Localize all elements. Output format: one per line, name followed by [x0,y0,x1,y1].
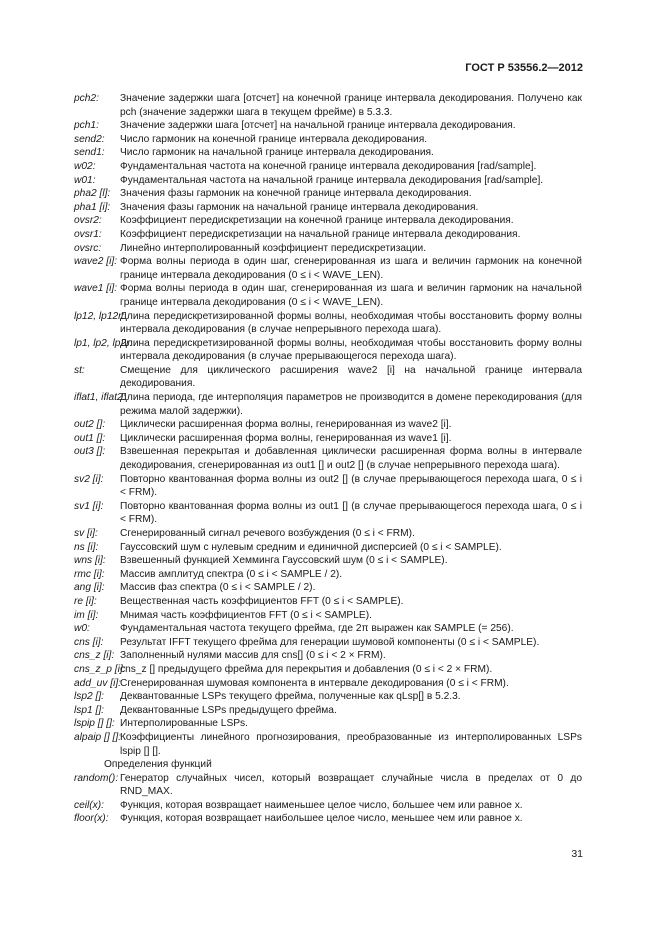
definition-term: pch2: [74,93,99,104]
function-term: random(): [74,772,119,784]
definition-text: Фундаментальная частота на конечной границе интервала декодирования [rad/sample]. [120,160,537,172]
definition-text: Фундаментальная частота на начальной границе интервала декодирования [rad/sample]. [120,174,544,186]
definition-text: Циклически расширенная форма волны, генерированная из wave2 [i]. [120,419,452,431]
definition-term: ovsrc: [74,242,102,254]
definition-row [74,717,582,731]
definition-row [74,541,582,555]
definition-row [74,595,582,609]
definition-row [74,690,582,704]
function-row [74,799,582,813]
definition-term: cns_z_p [i]: [74,663,126,675]
definition-text: Значение задержки шага [отсчет] на конечной границе интервала декодирования. Получено как pch (значение задержки шага в текущем фрейме) в 5.3.3. [120,93,582,118]
function-row [74,812,582,826]
definition-text: Фундаментальная частота текущего фрейма, где 2π выражен как SAMPLE (= 256). [120,623,514,635]
definition-text: Сгенерированная шумовая компонента в интервале декодирования (0 ≤ i < FRM). [120,677,509,689]
definition-text: Результат IFFT текущего фрейма для генерации шумовой компоненты (0 ≤ i < SAMPLE). [120,636,540,648]
page-number: 31 [571,848,583,860]
definition-row [74,337,582,364]
function-term: ceil(x): [74,799,104,811]
definition-term: wave2 [i]: [74,256,118,268]
definition-term: out3 []: [74,446,106,458]
definition-row [74,160,582,174]
definition-term: lp1, lp2, lp2r: [74,337,133,349]
definition-text: Деквантованные LSPs предыдущего фрейма. [120,704,337,716]
definition-text: Число гармоник на конечной границе интервала декодирования. [120,133,428,145]
definition-text: cns_z [] предыдущего фрейма для перекрытия и добавления (0 ≤ i < 2 × FRM). [120,663,493,675]
definition-row [74,500,582,527]
definition-term: add_uv [i]: [74,677,122,689]
definition-row [74,146,582,160]
definition-row [74,242,582,256]
definition-row [74,391,582,418]
definition-term: pch1: [74,120,99,132]
definition-term: ovsr1: [74,228,102,240]
definition-row [74,364,582,391]
definition-row [74,636,582,650]
definition-term: re [i]: [74,595,97,607]
functions-heading: Определения функций [104,759,212,771]
definition-text: Значение задержки шага [отсчет] на начальной границе интервала декодирования. [120,120,516,132]
definition-row [74,473,582,500]
definition-text: Интерполированные LSPs. [120,718,248,730]
definition-term: rmc [i]: [74,568,105,580]
document-header: ГОСТ Р 53556.2—2012 [465,62,583,74]
definition-row [74,649,582,663]
definition-text: Вещественная часть коэффициентов FFT (0 ≤ i < SAMPLE). [120,595,404,607]
definition-row [74,677,582,691]
definition-row [74,568,582,582]
definition-text: Длина передискретизированной формы волны, необходимая чтобы восстановить форму волны интервала декодирования (в случае непрерывного перехода шага). [120,310,582,336]
definition-text: Массив амплитуд спектра (0 ≤ i < SAMPLE / 2). [120,568,343,580]
definition-text: Длина периода, где интерполяция параметров не производится в домене перекодирования (для режима малой задержки). [120,392,582,417]
definition-term: sv [i]: [74,528,98,539]
definition-text: Линейно интерполированный коэффициент передискретизации. [120,242,427,254]
definition-text: Гауссовский шум с нулевым средним и единичной дисперсией (0 ≤ i < SAMPLE). [120,541,502,553]
definition-term: out2 []: [74,419,106,431]
definition-row [74,119,582,133]
definition-term: send1: [74,147,105,159]
definition-row [74,133,582,147]
definition-term: iflat1, iflat2: [74,392,126,404]
definition-term: alpaip [] []: [74,731,122,743]
definition-text: Мнимая часть коэффициентов FFT (0 ≤ i < SAMPLE). [120,609,372,621]
definition-term: im [i]: [74,609,99,621]
function-text: Функция, которая возвращает наименьшее целое число, большее чем или равное x. [120,799,523,811]
definition-text: Циклически расширенная форма волны, генерированная из wave1 [i]. [120,432,452,444]
definition-row [74,581,582,595]
definition-text: Число гармоник на начальной границе интервала декодирования. [120,147,434,159]
definition-text: Повторно квантованная форма волны из out2 [] (в случае прерывающегося перехода шага, 0 ≤ i < FRM). [120,473,582,499]
definition-term: st: [74,364,85,376]
definition-text: Значения фазы гармоник на начальной границе интервала декодирования. [120,201,479,213]
definition-term: ang [i]: [74,582,105,594]
definition-text: Смещение для циклического расширения wave2 [i] на начальной границе интервала декодирования. [120,364,582,390]
definition-row [74,187,582,201]
definition-row [74,609,582,623]
definition-term: lsp2 []: [74,691,105,703]
definition-term: sv1 [i]: [74,500,104,512]
definition-row [74,228,582,242]
definition-text: Значения фазы гармоник на конечной границе интервала декодирования. [120,188,472,200]
definition-row [74,282,582,309]
definition-row [74,201,582,215]
definition-row [74,418,582,432]
definition-text: Взвешенный функцией Хемминга Гауссовский шум (0 ≤ i < SAMPLE). [120,555,448,567]
definition-row [74,432,582,446]
definition-term: cns [i]: [74,636,104,648]
definition-term: w02: [74,160,96,172]
definition-term: wave1 [i]: [74,283,118,295]
definition-text: Коэффициент передискретизации на начальной границе интервала декодирования. [120,228,521,240]
definition-text: Сгенерированный сигнал речевого возбуждения (0 ≤ i < FRM). [120,528,415,539]
definition-row [74,622,582,636]
definitions-list [74,92,582,826]
definition-text: Коэффициент передискретизации на конечной границе интервала декодирования. [120,215,514,227]
definition-term: pha2 [l]: [74,188,111,200]
definition-term: lp12, lp12r: [74,310,125,322]
definition-text: Массив фаз спектра (0 ≤ i < SAMPLE / 2). [120,582,316,594]
definition-row [74,92,582,119]
definition-term: lsp1 []: [74,704,105,716]
definition-text: Деквантованные LSPs текущего фрейма, полученные как qLsp[] в 5.2.3. [120,691,461,703]
definition-term: w01: [74,174,96,186]
definition-term: cns_z [i]: [74,650,115,662]
function-term: floor(x): [74,813,109,825]
definition-text: Длина передискретизированной формы волны, необходимая чтобы восстановить форму волны интервала декодирования (в случае прерывающегося перехода шага). [120,337,582,363]
function-text: Функция, которая возвращает наибольшее целое число, меньшее чем или равное x. [120,813,523,825]
definition-term: wns [i]: [74,555,106,567]
definition-term: ns [i]: [74,541,99,553]
definition-row [74,731,582,758]
definition-row [74,445,582,472]
definition-text: Коэффициенты линейного прогнозирования, преобразованные из интерполированных LSPs lspip [] []. [120,731,582,757]
definition-term: lspip [] []: [74,718,115,730]
definition-row [74,527,582,541]
definition-term: send2: [74,133,105,145]
function-text: Генератор случайных чисел, который возвращает случайные числа в пределах от 0 до RND_MAX. [120,772,582,798]
definition-row [74,310,582,337]
definition-text: Заполненный нулями массив для cns[] (0 ≤ i < 2 × FRM). [120,650,386,662]
definition-text: Форма волны периода в один шаг, сгенерированная из шага и величин гармоник на начальной границе интервала декодирования (0 ≤ i < WAVE_LEN). [120,283,582,308]
definition-term: w0: [74,623,90,635]
definition-row [74,214,582,228]
definition-row [74,663,582,677]
definition-term: sv2 [i]: [74,473,104,485]
definition-term: ovsr2: [74,215,102,227]
definition-term: out1 []: [74,432,106,444]
definition-term: pha1 [i]: [74,201,111,213]
function-row [74,772,582,799]
definition-text: Повторно квантованная форма волны из out1 [] (в случае прерывающегося перехода шага, 0 ≤ i < FRM). [120,500,582,526]
definition-row [74,554,582,568]
definition-row [74,255,582,282]
definition-row [74,174,582,188]
definition-text: Форма волны периода в один шаг, сгенерированная из шага и величин гармоник на конечной границе интервала декодирования (0 ≤ i < WAVE_LEN). [120,256,582,281]
definition-text: Взвешенная перекрытая и добавленная циклически расширенная форма волны в интервале декодирования, сгенерированная из out1 [] и out2 [] (в случае непрерывного перехода шага). [120,446,582,472]
definition-row [74,704,582,718]
